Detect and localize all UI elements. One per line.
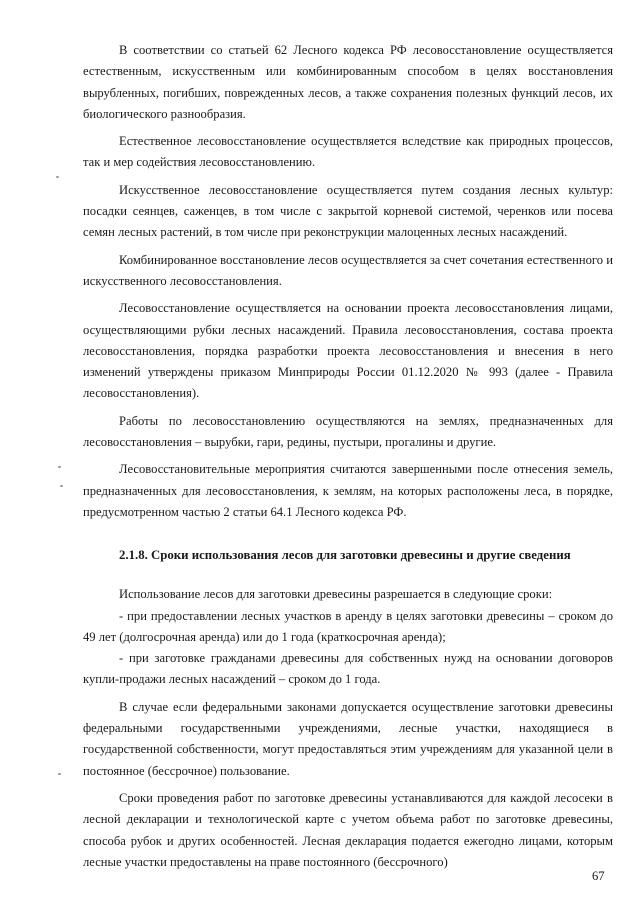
paragraph: В случае если федеральными законами допускается осуществление заготовки древесины федеральными государственными учреждениями, лесные участки, находящиеся в государственной собственности, могут предоставляться этим учреждениям для указанной цели в постоянное (бессрочное) пользование. [83, 699, 613, 778]
list-item: - при заготовке гражданами древесины для собственных нужд на основании договоров купли-продажи лесных насаждений – сроком до 1 года. [83, 651, 613, 687]
section-intro: Использование лесов для заготовки древесины разрешается в следующие сроки: [119, 587, 553, 602]
paragraph: Лесовосстановительные мероприятия считаются завершенными после отнесения земель, предназначенных для лесовосстановления, к землям, на которых расположены леса, в порядке, предусмотренном частью 2 статьи 64.1 Лесного кодекса РФ. [83, 462, 613, 519]
paragraph: Работы по лесовосстановлению осуществляются на землях, предназначенных для лесовосстановления – вырубки, гари, редины, пустыри, прогалины и другие. [83, 413, 613, 450]
paragraph: Искусственное лесовосстановление осуществляется путем создания лесных культур: посадки сеянцев, саженцев, в том числе с закрытой корневой системой, черенков или посева семян лесных растений, в том числе при реконструкции малоценных лесных насаждений. [83, 182, 613, 240]
list-item: - при предоставлении лесных участков в аренду в целях заготовки древесины – сроком до 49 лет (долгосрочная аренда) или до 1 года (краткосрочная аренда); [83, 608, 613, 644]
scan-mark [60, 485, 63, 487]
document-body [83, 40, 613, 873]
paragraph: В соответствии со статьей 62 Лесного кодекса РФ лесовосстановление осуществляется естественным, искусственным или комбинированным способом в целях восстановления вырубленных, погибших, поврежденных лесов, а также сохранения полезных функций лесов, их биологического разнообразия. [83, 43, 613, 121]
scan-mark [58, 773, 61, 775]
paragraph: Сроки проведения работ по заготовке древесины устанавливаются для каждой лесосеки в лесной декларации и технологической карте с учетом объема работ по заготовке древесины, способа рубок и других особенностей. Лесная декларация подается ежегодно лицами, которым лесные участки предоставлены на праве постоянного (бессрочного) [83, 790, 613, 869]
scan-mark [58, 466, 61, 468]
paragraph: Комбинированное восстановление лесов осуществляется за счет сочетания естественного и искусственного лесовосстановления. [83, 252, 613, 288]
page-number: 67 [592, 869, 605, 883]
paragraph: Лесовосстановление осуществляется на основании проекта лесовосстановления лицами, осуществляющими рубки лесных насаждений. Правила лесовосстановления, состава проекта лесовосстановления, порядка разработки проекта лесовосстановления и внесения в него изменений утверждены приказом Минприроды России 01.12.2020 № 993 (далее - Правила лесовосстановления). [83, 301, 613, 401]
paragraph: Естественное лесовосстановление осуществляется вследствие как природных процессов, так и мер содействия лесовосстановлению. [83, 134, 613, 170]
scan-mark [56, 176, 59, 178]
section-heading: 2.1.8. Сроки использования лесов для заготовки древесины и другие сведения [119, 548, 571, 563]
